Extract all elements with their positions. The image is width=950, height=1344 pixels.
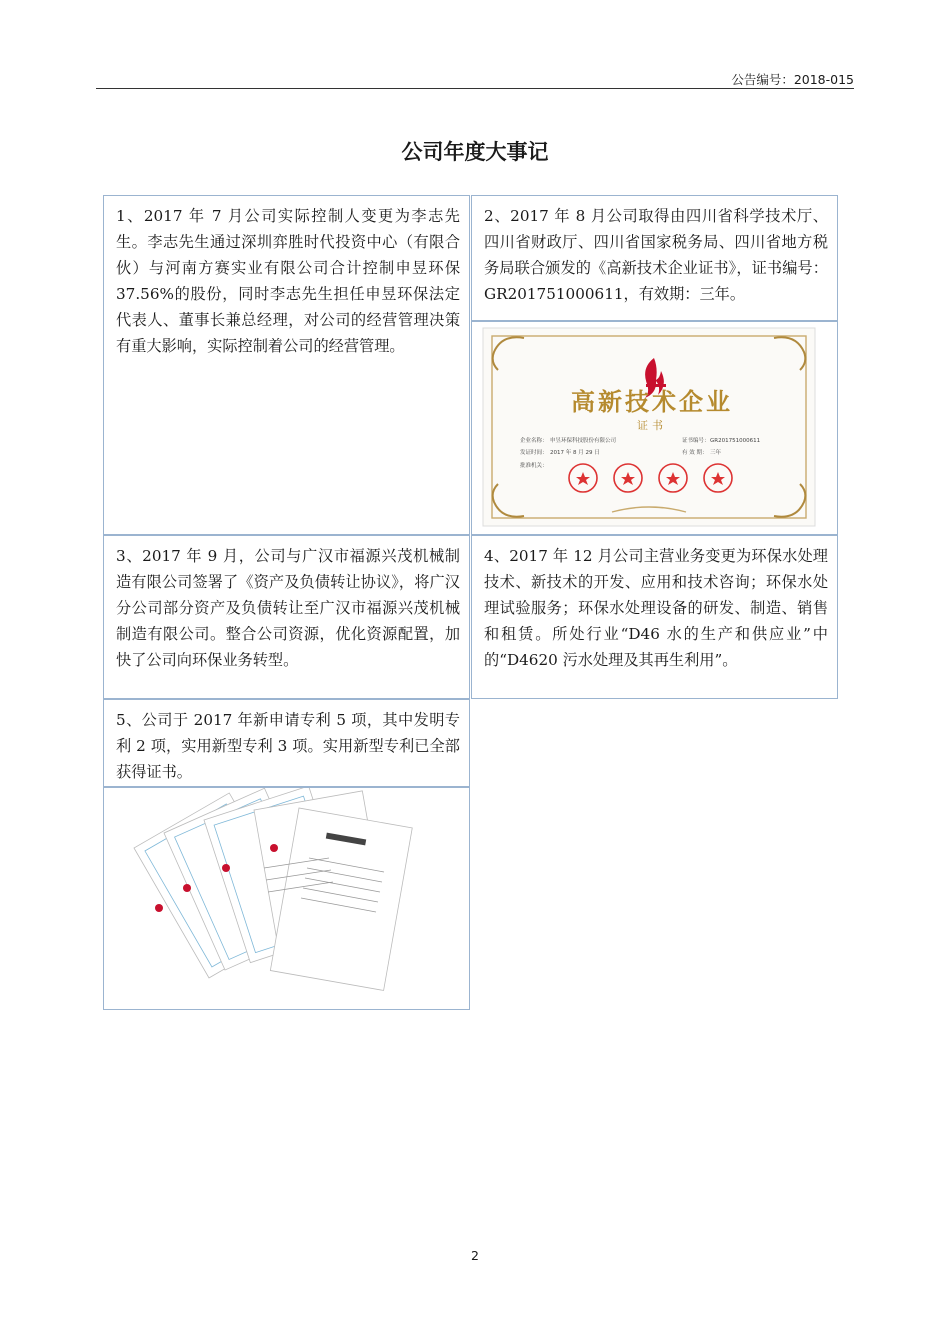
patent-emblem-icon — [155, 904, 163, 912]
patent-certificates-image-cell — [103, 787, 470, 1010]
patent-emblem-icon — [183, 884, 191, 892]
event-cell-2 — [471, 195, 838, 321]
announcement-number: 公告编号：2018-015 — [731, 72, 854, 87]
certificate-image-cell — [471, 321, 838, 535]
issue-date-label: 发证时间： — [520, 450, 548, 456]
patent-emblem-icon — [270, 844, 278, 852]
event-cell-1 — [103, 195, 470, 535]
cert-number-value: GR201751000611 — [710, 438, 761, 444]
approver-label: 批准机关： — [520, 463, 548, 469]
company-label: 企业名称： — [520, 438, 548, 444]
page-title: 公司年度大事记 — [401, 140, 549, 164]
company-value: 申昱环保科技股份有限公司 — [550, 438, 617, 444]
event-text-1: 1、2017 年 7 月公司实际控制人变更为李志先生。李志先生通过深圳弈胜时代投资中心（有限合伙）与河南方赛实业有限公司合计控制申昱环保 37.56%的股份，同时李志先生担任申昱环保法定代表人、董事长兼总经理，对公司的经营管理决策有重大影响，实际控制着公司的经营管理。 — [116, 207, 460, 355]
event-text-4: 4、2017 年 12 月公司主营业务变更为环保水处理技术、新技术的开发、应用和技术咨询；环保水处理试验服务；环保水处理设备的研发、制造、销售和租赁。所处行业“D46 水的生产和供应业”中的“D4620 污水处理及其再生利用”。 — [484, 547, 828, 669]
page-header — [96, 66, 854, 89]
page-number: 2 — [471, 1248, 479, 1263]
high-tech-certificate-image — [472, 322, 837, 534]
event-cell-3 — [103, 535, 470, 699]
event-text-3: 3、2017 年 9 月，公司与广汉市福源兴茂机械制造有限公司签署了《资产及负债转让协议》，将广汉分公司部分资产及负债转让至广汉市福源兴茂机械制造有限公司。整合公司资源，优化资源配置，加快了公司向环保业务转型。 — [116, 547, 460, 669]
event-cell-5 — [103, 699, 470, 787]
certificate-title: 高新技术企业 — [571, 388, 733, 416]
issue-date-value: 2017 年 8 月 29 日 — [550, 450, 600, 456]
validity-value: 三年 — [710, 450, 722, 456]
event-text-5: 5、公司于 2017 年新申请专利 5 项，其中发明专利 2 项，实用新型专利 3 项。实用新型专利已全部获得证书。 — [116, 711, 460, 781]
cert-number-label: 证书编号： — [682, 438, 710, 444]
patent-certificates-image — [104, 788, 469, 1009]
patent-emblem-icon — [222, 864, 230, 872]
validity-label: 有 效 期： — [682, 450, 708, 456]
certificate-subtitle: 证书 — [637, 419, 667, 432]
event-cell-4 — [471, 535, 838, 699]
event-text-2: 2、2017 年 8 月公司取得由四川省科学技术厅、四川省财政厅、四川省国家税务局、四川省地方税务局联合颁发的《高新技术企业证书》，证书编号：GR201751000611，有效期：三年。 — [484, 207, 828, 303]
